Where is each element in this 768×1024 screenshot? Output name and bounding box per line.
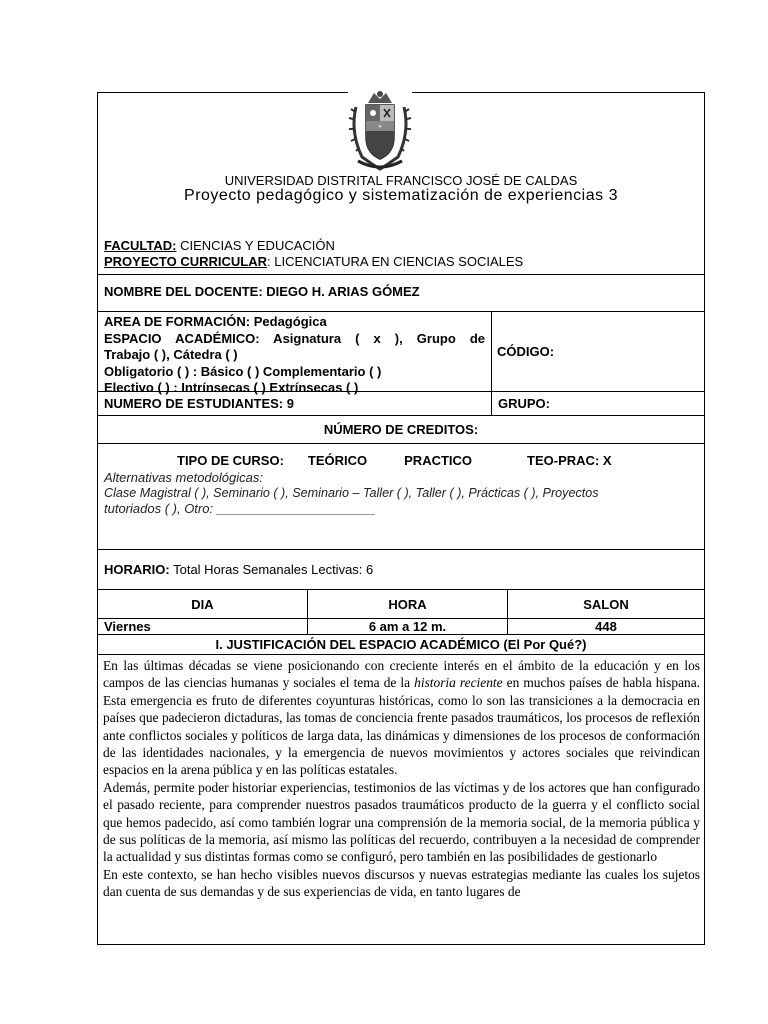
schedule-hora: 6 am a 12 m. — [308, 619, 508, 634]
creditos-row: NÚMERO DE CREDITOS: — [98, 415, 704, 443]
project-title: Proyecto pedagógico y sistematización de experiencias 3 — [184, 187, 618, 204]
teorico-label: TEÓRICO — [307, 453, 368, 468]
course-document — [97, 92, 705, 945]
facultad-value: CIENCIAS Y EDUCACIÓN — [176, 238, 335, 253]
schedule-header-salon: SALON — [583, 597, 629, 612]
schedule-dia: Viernes — [98, 619, 308, 634]
numero-estudiantes: NUMERO DE ESTUDIANTES: 9 — [98, 392, 492, 415]
horario-row — [98, 549, 704, 589]
estudiantes-row — [98, 391, 704, 415]
schedule-header — [98, 589, 704, 618]
horario-value: Total Horas Semanales Lectivas: 6 — [169, 562, 374, 577]
justificacion-title: I. JUSTIFICACIÓN DEL ESPACIO ACADÉMICO (El Por Qué?) — [98, 634, 704, 654]
schedule-header-dia: DIA — [98, 590, 308, 618]
schedule-header-hora: HORA — [308, 590, 508, 618]
espacio-academico: ESPACIO ACADÉMICO: Asignatura ( x ), Grupo de — [104, 330, 485, 346]
paragraph-2: Además, permite poder historiar experiencias, testimonios de las víctimas y de los actores que han configurado el pasado reciente, para comprender nuestros pasados traumáticos producto de la guerra y el conflicto social que hemos padecido, así como también lograr una comprensión de la memoria social, de la memoria pública y de sus políticas de la memoria, así mismo las políticas del recuerdo, contribuyen a la necesidad de comprender la actualidad y sus distintas formas como se configuró, pero también en las posibilidades de gestionarlo — [103, 779, 700, 865]
university-crest-logo — [348, 87, 412, 171]
paragraph-1: En las últimas décadas se viene posicionando con creciente interés en el ámbito de la educación y en los campos de las ciencias humanas y sociales el tema de la historia reciente en muchos países de habla hispana. Esta emergencia es fruto de diferentes coyunturas históricas, como lo son las transiciones a la democracia en países que padecieron dictaduras, las tomas de conciencia frente pasados traumáticos, los procesos de reflexión ante conflictos sociales y políticos de larga data, las dinámicas y dimensiones de los procesos de conformación de las identidades nacionales, y la emergencia de nuevos movimientos y actores sociales que reivindican espacios en la arena pública y en las políticas estatales. — [103, 658, 700, 778]
university-name: UNIVERSIDAD DISTRITAL FRANCISCO JOSÉ DE CALDAS — [224, 173, 578, 188]
electivo-line: Electivo ( ) : Intrínsecas ( ) Extrínsecas ( ) — [104, 380, 359, 395]
espacio-academico-cont: Trabajo ( ), Cátedra ( ) — [104, 347, 238, 362]
obligatorio-line: Obligatorio ( ) : Básico ( ) Complementario ( ) — [104, 363, 382, 379]
paragraph-3: En este contexto, se han hecho visibles nuevos discursos y nuevas estrategias mediante las cuales los sujetos dan cuenta de sus demandas y de sus experiencias de vida, en tanto lugares de — [103, 866, 700, 900]
tipo-curso-label: TIPO DE CURSO: — [177, 453, 284, 468]
document-header — [98, 93, 704, 274]
facultad-line — [104, 238, 335, 254]
justificacion-body — [98, 654, 704, 944]
horario-label: HORARIO: — [104, 562, 170, 577]
grupo-cell: GRUPO: — [498, 396, 550, 411]
alternativas-line2: tutoriados ( ), Otro: ______________________ — [104, 501, 376, 516]
schedule-salon: 448 — [595, 619, 617, 634]
proyecto-value: : LICENCIATURA EN CIENCIAS SOCIALES — [267, 254, 524, 269]
tipo-curso-row — [98, 443, 704, 549]
practico-label: PRACTICO — [404, 453, 473, 468]
schedule-row — [98, 618, 704, 634]
area-details — [98, 312, 492, 395]
alternativas-title: Alternativas metodológicas: — [104, 470, 263, 485]
alternativas-line1: Clase Magistral ( ), Seminario ( ), Seminario – Taller ( ), Taller ( ), Prácticas ( ), Proyectos — [104, 485, 599, 500]
proyecto-label: PROYECTO CURRICULAR — [104, 254, 267, 269]
codigo-cell: CÓDIGO: — [497, 344, 555, 359]
facultad-label: FACULTAD: — [104, 238, 177, 253]
proyecto-line — [104, 254, 523, 270]
area-formacion: AREA DE FORMACIÓN: Pedagógica — [104, 314, 327, 329]
tipo-curso-header — [104, 453, 698, 468]
svg-text:✦: ✦ — [377, 124, 383, 130]
area-row — [98, 311, 704, 395]
teo-prac-label: TEO-PRAC: X — [527, 453, 612, 468]
docente-row: NOMBRE DEL DOCENTE: DIEGO H. ARIAS GÓMEZ — [98, 274, 704, 311]
